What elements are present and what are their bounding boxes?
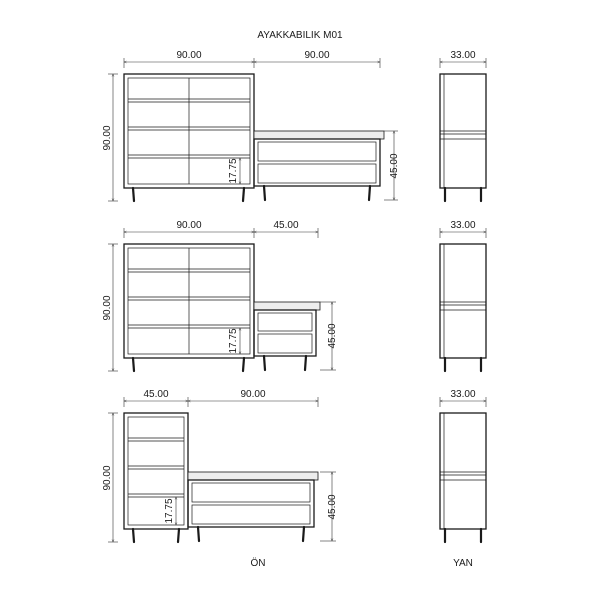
side-view-label: YAN	[453, 558, 473, 569]
cabinet-height-label: 90.00	[102, 125, 113, 151]
cabinet-width-label: 90.00	[176, 50, 202, 61]
side-view-row-1	[440, 50, 486, 201]
front-view-label: ÖN	[250, 558, 266, 569]
configuration-row-1	[102, 50, 486, 201]
cabinet-height-label: 90.00	[102, 295, 113, 321]
cabinet-width-label: 90.00	[176, 220, 202, 231]
cabinet-height-label: 90.00	[102, 465, 113, 491]
cabinet-row-3	[124, 413, 188, 542]
side-depth-label: 33.00	[450, 220, 476, 231]
side-view-row-2	[440, 220, 486, 371]
drawing-title: AYAKKABILIK M01	[257, 30, 343, 41]
cabinet-width-label: 45.00	[143, 389, 169, 400]
shelf-height-label: 17.75	[228, 328, 239, 354]
side-depth-label: 33.00	[450, 50, 476, 61]
configuration-row-3	[102, 389, 486, 542]
bench-row-3	[188, 472, 318, 541]
bench-row-1	[254, 131, 384, 200]
shelf-height-label: 17.75	[164, 498, 175, 524]
bench-width-label: 90.00	[240, 389, 266, 400]
bench-width-label: 90.00	[304, 50, 330, 61]
bench-height-label: 45.00	[327, 494, 338, 520]
bench-row-2	[254, 302, 320, 370]
front-view-row-3	[102, 389, 338, 542]
bench-height-label: 45.00	[389, 153, 400, 179]
bench-width-label: 45.00	[273, 220, 299, 231]
bench-height-label: 45.00	[327, 323, 338, 349]
configuration-row-2	[102, 220, 486, 371]
side-view-row-3	[440, 389, 486, 542]
front-view-row-2	[102, 220, 338, 371]
front-view-row-1	[102, 50, 400, 201]
shelf-height-label: 17.75	[228, 158, 239, 184]
side-depth-label: 33.00	[450, 389, 476, 400]
